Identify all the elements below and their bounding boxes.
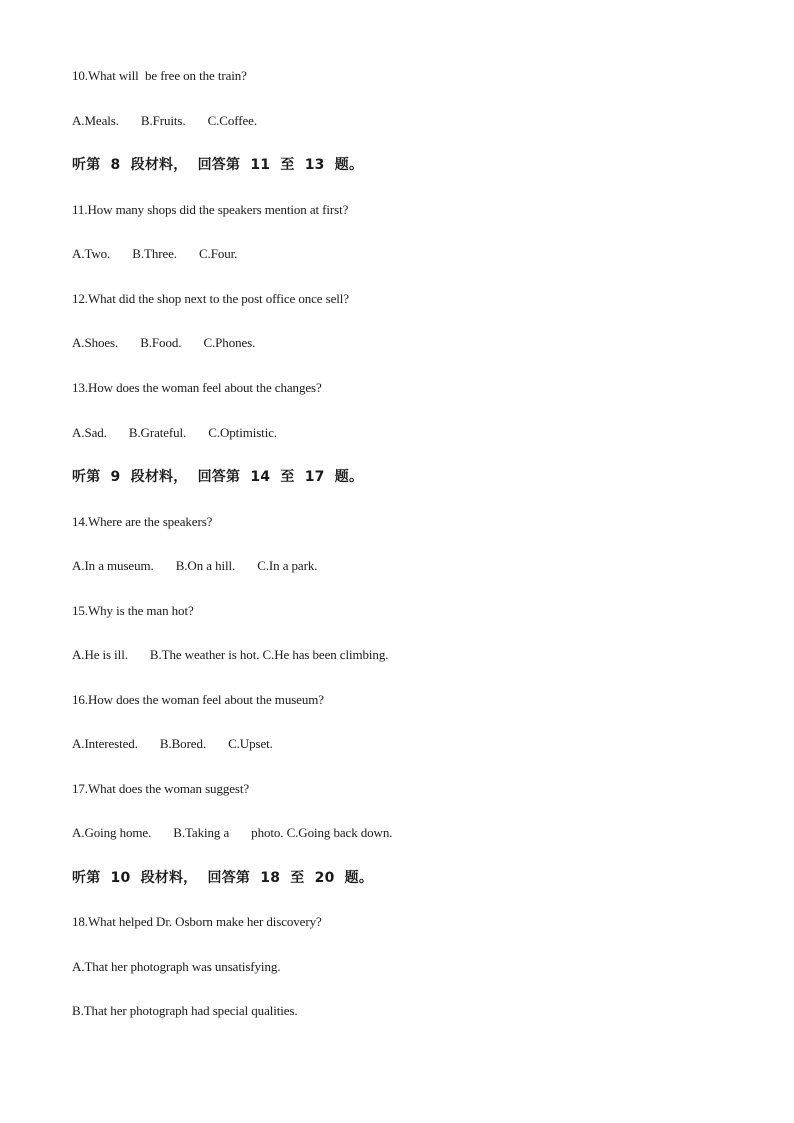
options-10: A.Meals. B.Fruits. C.Coffee. bbox=[72, 113, 257, 128]
options-12: A.Shoes. B.Food. C.Phones. bbox=[72, 335, 256, 350]
options-17: A.Going home. B.Taking a photo. C.Going back down. bbox=[72, 825, 393, 840]
options-14: A.In a museum. B.On a hill. C.In a park. bbox=[72, 558, 318, 573]
options-16: A.Interested. B.Bored. C.Upset. bbox=[72, 736, 273, 751]
options-13: A.Sad. B.Grateful. C.Optimistic. bbox=[72, 425, 278, 440]
option-18-a: A.That her photograph was unsatisfying. bbox=[72, 959, 281, 974]
question-18: 18.What helped Dr. Osborn make her discovery? bbox=[72, 914, 322, 929]
section-heading-10: 听第 10 段材料， 回答第 18 至 20 题。 bbox=[72, 870, 374, 886]
question-13: 13.How does the woman feel about the changes? bbox=[72, 380, 322, 395]
question-15: 15.Why is the man hot? bbox=[72, 603, 194, 618]
section-heading-9: 听第 9 段材料， 回答第 14 至 17 题。 bbox=[72, 469, 364, 485]
options-11: A.Two. B.Three. C.Four. bbox=[72, 246, 238, 261]
options-15: A.He is ill. B.The weather is hot. C.He has been climbing. bbox=[72, 647, 389, 662]
question-16: 16.How does the woman feel about the museum? bbox=[72, 692, 324, 707]
question-14: 14.Where are the speakers? bbox=[72, 514, 213, 529]
question-10: 10.What will be free on the train? bbox=[72, 68, 247, 83]
option-18-b: B.That her photograph had special qualities. bbox=[72, 1003, 298, 1018]
section-heading-8: 听第 8 段材料， 回答第 11 至 13 题。 bbox=[72, 157, 364, 173]
question-17: 17.What does the woman suggest? bbox=[72, 781, 250, 796]
question-11: 11.How many shops did the speakers mention at first? bbox=[72, 202, 349, 217]
question-12: 12.What did the shop next to the post office once sell? bbox=[72, 291, 349, 306]
